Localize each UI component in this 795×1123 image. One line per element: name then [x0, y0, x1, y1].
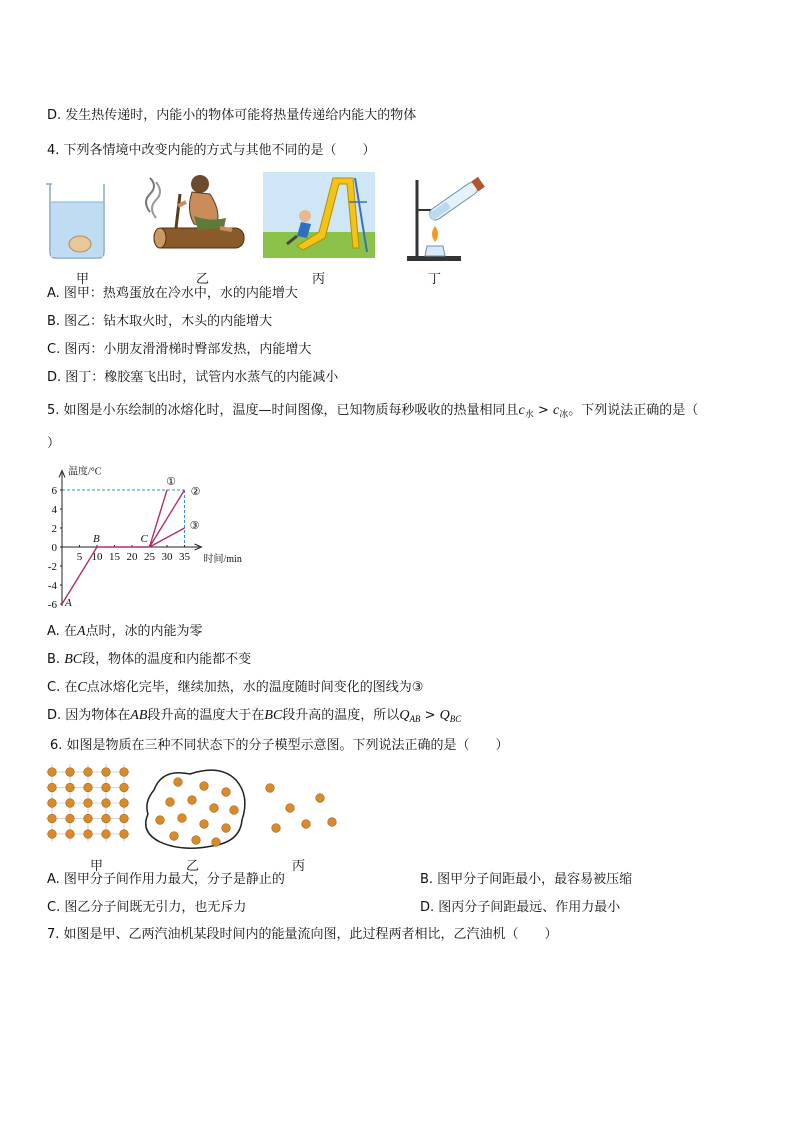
solid-molecule [102, 799, 111, 808]
q4-figure-label-yi: 乙 [196, 272, 210, 287]
solid-molecule [66, 768, 75, 777]
x-tick-label: 15 [109, 551, 120, 563]
y-tick-label: 2 [51, 523, 57, 535]
temperature-time-chart [40, 460, 260, 615]
point-label-B: B [93, 533, 100, 545]
liquid-molecule [222, 824, 231, 833]
drilling-fire-illustration [140, 172, 252, 260]
q3-option-d: D. 发生热传递时，内能小的物体可能将热量传递给内能大的物体 [47, 108, 417, 123]
q7-stem: 7. 如图是甲、乙两汽油机某段时间内的能量流向图，此过程两者相比，乙汽油机（ ） [47, 927, 558, 942]
solid-molecule [66, 814, 75, 823]
series-label: ② [190, 486, 201, 498]
q5-option-b: B. BC段，物体的温度和内能都不变 [47, 652, 252, 667]
solid-molecule [84, 783, 93, 792]
solid-molecule [120, 783, 129, 792]
segment-bc: BC [64, 652, 83, 667]
q5-stem-line2: ） [47, 436, 61, 451]
solid-molecule [102, 830, 111, 839]
heat-q-bc: Q [439, 708, 450, 723]
x-tick-label: 5 [76, 551, 83, 563]
solid-molecule [66, 830, 75, 839]
molecular-model-figure [44, 762, 344, 854]
gas-molecule [316, 794, 325, 803]
specific-heat-symbol-2: c [552, 403, 560, 418]
beaker-egg-illustration [44, 180, 110, 260]
liquid-molecule [212, 838, 221, 847]
solid-molecule [102, 814, 111, 823]
gas-molecule [328, 818, 337, 827]
solid-molecule [48, 799, 57, 808]
solid-molecule [48, 814, 57, 823]
liquid-molecule [170, 832, 179, 841]
solid-molecule [84, 768, 93, 777]
gas-molecules [266, 784, 337, 833]
solid-molecule [120, 830, 129, 839]
q4-stem: 4. 下列各情境中改变内能的方式与其他不同的是（ ） [47, 143, 376, 158]
series-line-② [150, 490, 185, 547]
slide-illustration [263, 172, 375, 258]
solid-molecule [84, 799, 93, 808]
q6-figure-label-jia: 甲 [90, 859, 104, 874]
y-tick-label: -6 [47, 599, 57, 611]
liquid-molecule [210, 804, 219, 813]
solid-molecule [66, 799, 75, 808]
greater-than-sign: > [537, 403, 549, 418]
x-tick-label: 10 [91, 551, 103, 563]
solid-molecule [102, 783, 111, 792]
liquid-molecule [230, 806, 239, 815]
test-tube-heating-illustration [405, 170, 495, 264]
liquid-molecule [200, 820, 209, 829]
point-label-C: C [140, 533, 148, 545]
x-tick-label: 20 [126, 551, 138, 563]
segment-bc-2: BC [264, 708, 283, 723]
q5-option-c: C. 在C点冰熔化完毕，继续加热，水的温度随时间变化的图线为③ [47, 680, 424, 695]
y-tick-label: 6 [51, 485, 57, 497]
x-tick-label: 35 [179, 551, 190, 563]
q4-option-b: B. 图乙：钻木取火时，木头的内能增大 [47, 314, 273, 329]
q4-option-a: A. 图甲：热鸡蛋放在冷水中，水的内能增大 [47, 286, 298, 301]
series-label: ① [166, 476, 176, 488]
solid-molecule [48, 783, 57, 792]
gas-molecule [266, 784, 275, 793]
y-tick-label: 4 [51, 504, 57, 516]
solid-molecule [48, 830, 57, 839]
solid-molecule [102, 768, 111, 777]
y-axis-label: 温度/°C [68, 466, 102, 478]
q5-stem-prefix: 5. 如图是小东绘制的冰熔化时，温度—时间图像，已知物质每秒吸收的热量相同且 [47, 403, 519, 418]
gas-molecule [286, 804, 295, 813]
solid-molecule [48, 768, 57, 777]
q6-option-d: D. 图丙分子间距最远、作用力最小 [420, 900, 621, 915]
point-c: C [77, 680, 87, 695]
liquid-molecule [166, 798, 175, 807]
q5-option-a: A. 在A点时，冰的内能为零 [47, 624, 203, 639]
series-label: ③ [189, 520, 200, 532]
q6-figure-label-yi: 乙 [186, 859, 200, 874]
solid-molecule [120, 814, 129, 823]
q6-option-a: A. 图甲分子间作用力最大，分子是静止的 [47, 872, 285, 887]
y-tick-label: 0 [51, 542, 57, 554]
q5-stem-suffix: 。下列说法正确的是（ [568, 403, 699, 418]
q4-option-d: D. 图丁：橡胶塞飞出时，试管内水蒸气的内能减小 [47, 370, 339, 385]
q4-figure-label-ding: 丁 [428, 272, 442, 287]
subscript-ice: 冰 [559, 410, 569, 420]
liquid-molecule [174, 778, 183, 787]
liquid-molecule [192, 836, 201, 845]
q4-figure-label-jia: 甲 [76, 272, 90, 287]
liquid-molecule [178, 814, 187, 823]
q5-option-d: D. 因为物体在AB段升高的温度大于在BC段升高的温度，所以$Q_{AB} > Q_{BC}$ [47, 708, 462, 724]
q6-option-b: B. 图甲分子间距最小，最容易被压缩 [420, 872, 633, 887]
y-tick-label: -2 [47, 561, 57, 573]
gas-molecule [272, 824, 281, 833]
x-tick-label: 30 [161, 551, 173, 563]
heat-q-ab: Q [399, 708, 410, 723]
specific-heat-symbol: c [518, 403, 525, 418]
liquid-molecule [200, 782, 209, 791]
q6-option-c: C. 图乙分子间既无引力，也无斥力 [47, 900, 247, 915]
segment-ab: AB [130, 708, 148, 723]
x-axis-label: 时间/min [203, 554, 242, 565]
x-tick-label: 25 [144, 551, 155, 563]
solid-molecule [84, 830, 93, 839]
q4-option-c: C. 图丙：小朋友滑滑梯时臀部发热，内能增大 [47, 342, 312, 357]
point-label-A: A [65, 597, 72, 609]
liquid-molecules [156, 778, 239, 847]
liquid-molecule [188, 796, 197, 805]
solid-molecule [84, 814, 93, 823]
solid-lattice-model [46, 764, 130, 842]
subscript-water: 水 [524, 410, 534, 420]
q6-figure-label-bing: 丙 [292, 859, 306, 874]
solid-molecule [120, 799, 129, 808]
solid-molecule [66, 783, 75, 792]
q5-stem [47, 403, 698, 420]
liquid-molecule [222, 788, 231, 797]
gas-molecule [302, 820, 311, 829]
y-tick-label: -4 [47, 580, 57, 592]
q4-figure-label-bing: 丙 [312, 272, 326, 287]
liquid-molecule [156, 816, 165, 825]
q6-stem: 6. 如图是物质在三种不同状态下的分子模型示意图。下列说法正确的是（ ） [50, 738, 509, 753]
point-a: A [76, 624, 86, 639]
solid-molecule [120, 768, 129, 777]
